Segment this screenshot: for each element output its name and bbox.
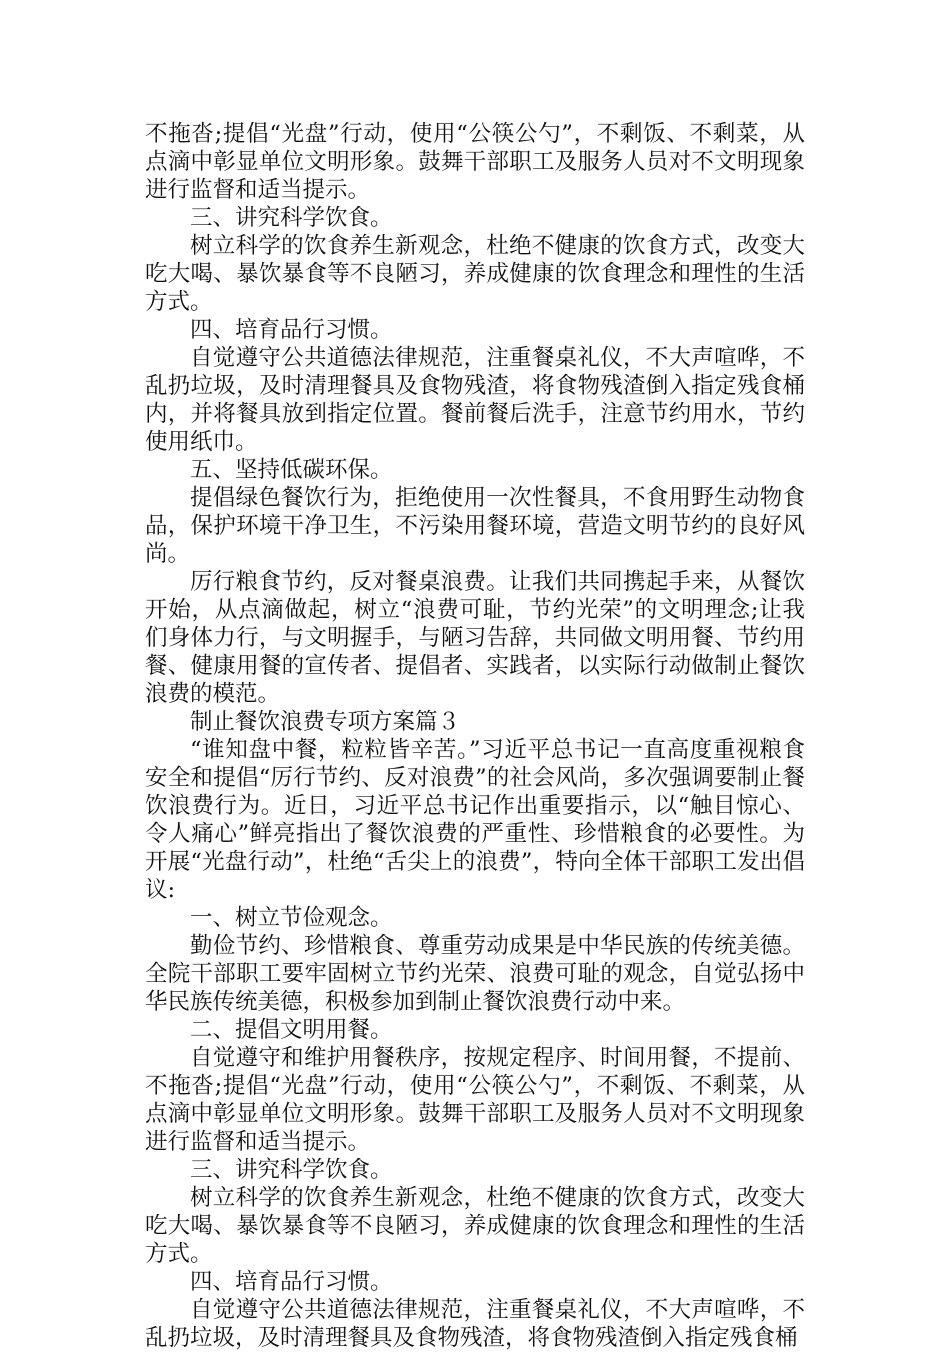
body-paragraph: 厉行粮食节约，反对餐桌浪费。让我们共同携起手来，从餐饮开始，从点滴做起，树立“浪费可耻，节约光荣”的文明理念;让我们身体力行，与文明握手，与陋习告辞，共同做文明用餐、节约用餐、健康用餐的宣传者、提倡者、实践者，以实际行动做制止餐饮浪费的模范。 bbox=[145, 569, 805, 707]
body-paragraph: 自觉遵守和维护用餐秩序，按规定程序、时间用餐，不提前、不拖沓;提倡“光盘”行动，使用“公筷公勺”，不剩饭、不剩菜，从点滴中彰显单位文明形象。鼓舞干部职工及服务人员对不文明现象进行监督和适当提示。 bbox=[145, 1045, 805, 1155]
section-heading: 二、提倡文明用餐。 bbox=[190, 1017, 393, 1043]
section-heading: 三、讲究科学饮食。 bbox=[190, 205, 393, 231]
paragraph-continuation: 不拖沓;提倡“光盘”行动，使用“公筷公勺”，不剩饭、不剩菜，从点滴中彰显单位文明形象。鼓舞干部职工及服务人员对不文明现象进行监督和适当提示。 bbox=[145, 121, 805, 203]
article-title: 制止餐饮浪费专项方案篇３ bbox=[190, 709, 461, 735]
section-heading: 四、培育品行习惯。 bbox=[190, 317, 393, 343]
section-heading: 四、培育品行习惯。 bbox=[190, 1269, 393, 1295]
document-page bbox=[145, 120, 805, 1352]
section-heading: 一、树立节俭观念。 bbox=[190, 905, 393, 931]
body-paragraph: 自觉遵守公共道德法律规范，注重餐桌礼仪，不大声喧哗，不乱扔垃圾，及时清理餐具及食物残渣，将食物残渣倒入指定残食桶 bbox=[145, 1297, 805, 1351]
section-heading: 五、坚持低碳环保。 bbox=[190, 457, 393, 483]
body-paragraph: 提倡绿色餐饮行为，拒绝使用一次性餐具，不食用野生动物食品，保护环境干净卫生，不污染用餐环境，营造文明节约的良好风尚。 bbox=[145, 485, 805, 567]
section-heading: 三、讲究科学饮食。 bbox=[190, 1157, 393, 1183]
body-paragraph: “谁知盘中餐，粒粒皆辛苦。”习近平总书记一直高度重视粮食安全和提倡“厉行节约、反对浪费”的社会风尚，多次强调要制止餐饮浪费行为。近日，习近平总书记作出重要指示，以“触目惊心、令人痛心”鲜亮指出了餐饮浪费的严重性、珍惜粮食的必要性。为开展“光盘行动”，杜绝“舌尖上的浪费”，特向全体干部职工发出倡议: bbox=[145, 737, 805, 903]
body-paragraph: 树立科学的饮食养生新观念，杜绝不健康的饮食方式，改变大吃大喝、暴饮暴食等不良陋习，养成健康的饮食理念和理性的生活方式。 bbox=[145, 1185, 805, 1267]
body-paragraph: 勤俭节约、珍惜粮食、尊重劳动成果是中华民族的传统美德。全院干部职工要牢固树立节约光荣、浪费可耻的观念，自觉弘扬中华民族传统美德，积极参加到制止餐饮浪费行动中来。 bbox=[145, 933, 805, 1015]
body-paragraph: 树立科学的饮食养生新观念，杜绝不健康的饮食方式，改变大吃大喝、暴饮暴食等不良陋习，养成健康的饮食理念和理性的生活方式。 bbox=[145, 233, 805, 315]
body-paragraph: 自觉遵守公共道德法律规范，注重餐桌礼仪，不大声喧哗，不乱扔垃圾，及时清理餐具及食物残渣，将食物残渣倒入指定残食桶内，并将餐具放到指定位置。餐前餐后洗手，注意节约用水，节约使用纸巾。 bbox=[145, 345, 805, 455]
